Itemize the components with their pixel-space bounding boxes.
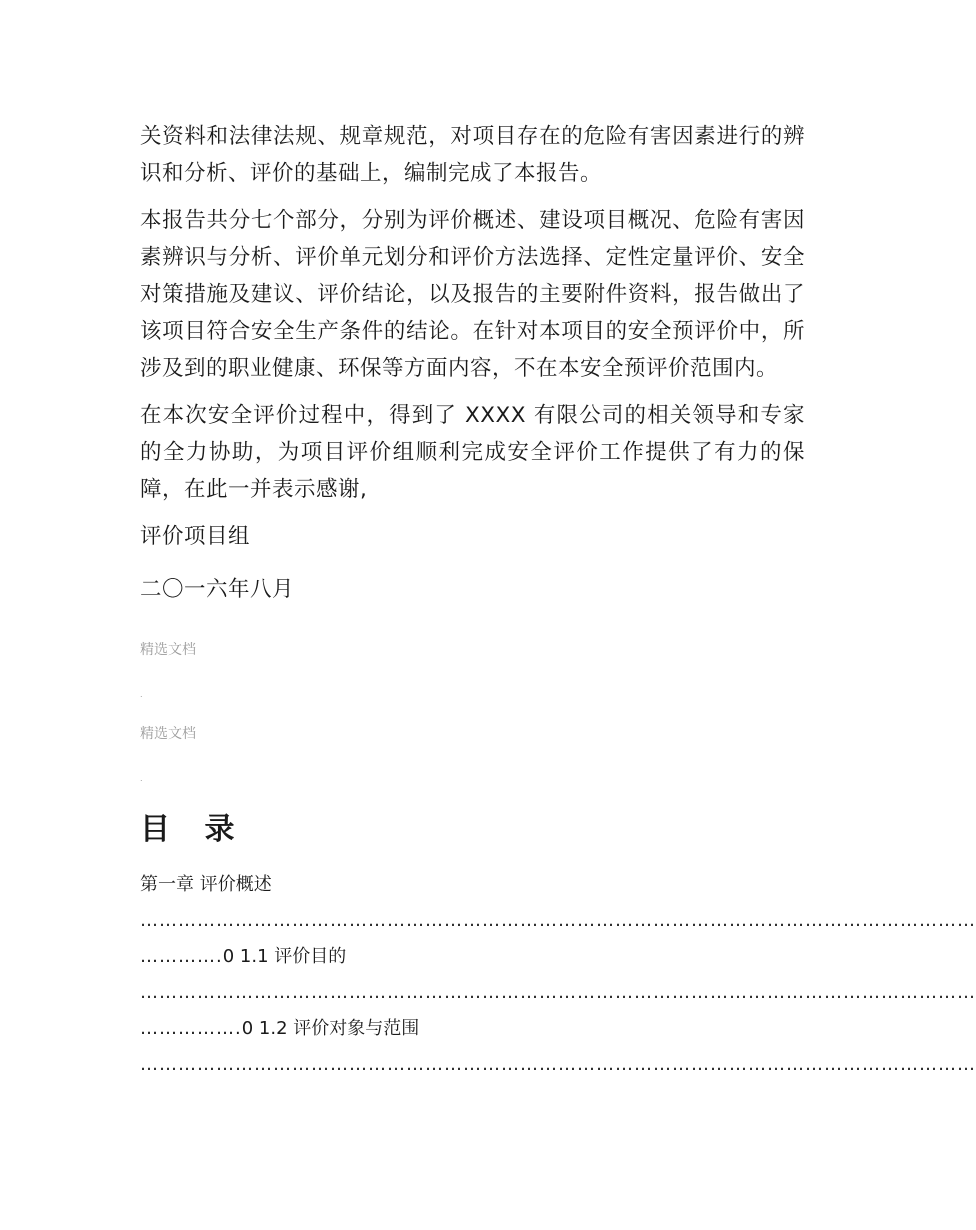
toc-entry-1-2-page: 0 [241, 1018, 254, 1039]
toc-title: 目 录 [140, 812, 247, 847]
body-paragraph-2: 本报告共分七个部分，分别为评价概述、建设项目概况、危险有害因素辨识与分析、评价单元划分和评价方法选择、定性定量评价、安全对策措施及建议、评价结论，以及报告的主要附件资料，报告做出了该项目符合安全生产条件的结论。在针对本项目的安全预评价中，所涉及到的职业健康、环保等方面内容，不在本安全预评价范围内。 [140, 208, 805, 381]
signature-group: 评价项目组 [140, 524, 251, 549]
separator-dot-2: . [140, 774, 143, 783]
body-paragraph-1: 关资料和法律法规、规章规范，对项目存在的危险有害因素进行的辨识和分析、评价的基础上，编制完成了本报告。 [140, 124, 805, 186]
watermark-text-1: 精选文档 [140, 642, 196, 658]
body-paragraph-3: 在本次安全评价过程中，得到了 XXXX 有限公司的相关领导和专家的全力协助，为项目评价组顺利完成安全评价工作提供了有力的保障，在此一并表示感谢, [140, 403, 805, 502]
toc-entry-1-2-leader: ……………. [140, 1018, 242, 1039]
toc-entry-1-1-page: 0 [222, 946, 235, 967]
toc-entry-1-1[interactable] [140, 944, 805, 970]
toc-entry-1-2-label: 1.2 评价对象与范围 [258, 1018, 420, 1039]
watermark-text-2: 精选文档 [140, 726, 196, 742]
toc-entry-1-1-label: 1.1 评价目的 [239, 946, 347, 967]
toc-entry-1-1-leader: …………. [140, 946, 223, 967]
toc-dot-leader-1: …………………………………………………………………………………………………………………… [140, 910, 976, 931]
toc-entry-1-2[interactable] [140, 1016, 805, 1042]
separator-dot-1: . [140, 690, 143, 699]
toc-chapter-1[interactable]: 第一章 评价概述 [140, 874, 272, 895]
signature-date: 二〇一六年八月 [140, 577, 295, 602]
toc-dot-leader-2: …………………………………………………………………………………………………………………… [140, 982, 976, 1003]
toc-dot-leader-3: …………………………………………………………………………………………………………………… [140, 1054, 976, 1075]
document-page [140, 118, 976, 1078]
